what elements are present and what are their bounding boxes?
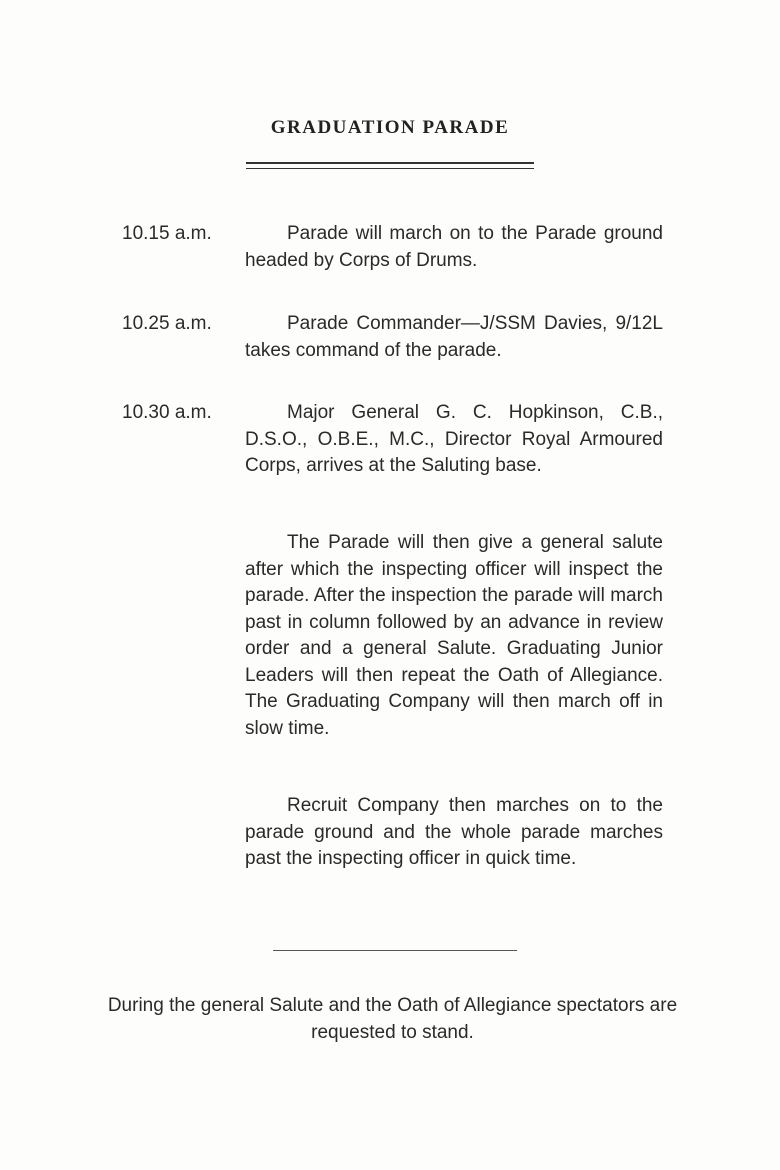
entry-time: 10.25 a.m. — [122, 313, 212, 334]
title-double-rule — [246, 162, 534, 169]
schedule-entry-3 — [122, 400, 667, 480]
parade-description-paragraph: The Parade will then give a general salute after which the inspecting officer will inspect the parade. After the inspection the parade will march past in column followed by an advance in review order and a general Salute. Graduating Junior Leaders will then repeat the Oath of Allegiance. The Graduating Company will then march off in slow time. — [245, 532, 663, 739]
page-title: GRADUATION PARADE — [270, 117, 510, 138]
schedule-entry-1 — [122, 221, 667, 274]
footer-note: During the general Salute and the Oath of Allegiance spectators are requested to stand. — [107, 995, 678, 1043]
entry-text: Major General G. C. Hopkinson, C.B., D.S.O., O.B.E., M.C., Director Royal Armoured Corps, arrives at the Saluting base. — [245, 402, 663, 476]
entry-text: Parade will march on to the Parade ground headed by Corps of Drums. — [245, 223, 663, 271]
entry-time: 10.30 a.m. — [122, 402, 212, 423]
schedule-entry-2 — [122, 311, 667, 364]
entry-text: Parade Commander—J/SSM Davies, 9/12L takes command of the parade. — [245, 313, 663, 361]
section-divider — [273, 950, 517, 951]
entry-time: 10.15 a.m. — [122, 223, 212, 244]
recruit-company-paragraph: Recruit Company then marches on to the parade ground and the whole parade marches past the inspecting officer in quick time. — [245, 795, 663, 869]
